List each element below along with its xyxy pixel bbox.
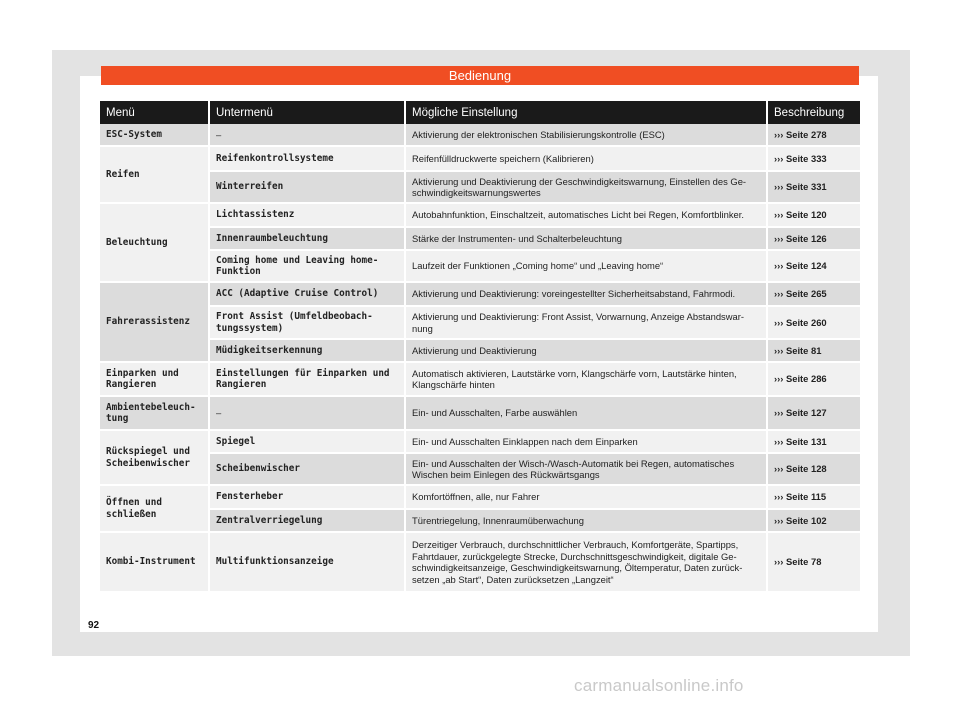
menu-cell: Einparken und Rangieren — [100, 363, 210, 397]
page-reference[interactable]: ››› Seite 128 — [768, 454, 860, 486]
submenu-cell: ACC (Adaptive Cruise Control) — [210, 283, 406, 307]
submenu-cell: Müdigkeitserkennung — [210, 340, 406, 363]
page-reference[interactable]: ››› Seite 78 — [768, 533, 860, 593]
table-row — [100, 251, 860, 283]
table-row — [100, 172, 860, 204]
page-reference[interactable]: ››› Seite 265 — [768, 283, 860, 307]
table-row — [100, 124, 860, 147]
page-reference[interactable]: ››› Seite 278 — [768, 124, 860, 147]
page-reference[interactable]: ››› Seite 331 — [768, 172, 860, 204]
submenu-cell: Einstellungen für Einparken und Rangieren — [210, 363, 406, 397]
settings-table — [100, 101, 860, 593]
table-row — [100, 510, 860, 533]
table-row — [100, 228, 860, 251]
setting-cell: Ein- und Ausschalten, Farbe auswählen — [406, 397, 768, 431]
setting-cell: Stärke der Instrumenten- und Schalterbeleuchtung — [406, 228, 768, 251]
setting-cell: Ein- und Ausschalten Einklappen nach dem Einparken — [406, 431, 768, 454]
submenu-cell: Zentralverriegelung — [210, 510, 406, 533]
table-row — [100, 307, 860, 340]
page-reference[interactable]: ››› Seite 115 — [768, 486, 860, 510]
setting-cell: Aktivierung der elektronischen Stabilisierungskontrolle (ESC) — [406, 124, 768, 147]
submenu-cell: Spiegel — [210, 431, 406, 454]
setting-cell: Automatisch aktivieren, Lautstärke vorn, Klangschärfe vorn, Lautstärke hinten, Klangschärfe hinten — [406, 363, 768, 397]
menu-cell: Beleuchtung — [100, 204, 210, 283]
submenu-cell: – — [210, 397, 406, 431]
submenu-cell: Lichtassistenz — [210, 204, 406, 228]
table-row — [100, 147, 860, 172]
menu-cell: Kombi-Instrument — [100, 533, 210, 593]
page-reference[interactable]: ››› Seite 81 — [768, 340, 860, 363]
submenu-cell: Fensterheber — [210, 486, 406, 510]
setting-cell: Laufzeit der Funktionen „Coming home“ und „Leaving home“ — [406, 251, 768, 283]
table-row — [100, 340, 860, 363]
setting-cell: Aktivierung und Deaktivierung: Front Assist, Vorwarnung, Anzeige Abstandswar-nung — [406, 307, 768, 340]
menu-cell: Rückspiegel und Scheibenwischer — [100, 431, 210, 486]
menu-cell: ESC-System — [100, 124, 210, 147]
header-menu: Menü — [100, 101, 210, 124]
table-row — [100, 397, 860, 431]
header-submenu: Untermenü — [210, 101, 406, 124]
page-reference[interactable]: ››› Seite 333 — [768, 147, 860, 172]
section-title: Bedienung — [101, 66, 859, 85]
setting-cell: Reifenfülldruckwerte speichern (Kalibrieren) — [406, 147, 768, 172]
page-reference[interactable]: ››› Seite 286 — [768, 363, 860, 397]
page-reference[interactable]: ››› Seite 127 — [768, 397, 860, 431]
table-row — [100, 431, 860, 454]
table-row — [100, 204, 860, 228]
submenu-cell: Multifunktionsanzeige — [210, 533, 406, 593]
page-reference[interactable]: ››› Seite 120 — [768, 204, 860, 228]
page-reference[interactable]: ››› Seite 260 — [768, 307, 860, 340]
table-row — [100, 283, 860, 307]
menu-cell: Ambientebeleuch-tung — [100, 397, 210, 431]
setting-cell: Derzeitiger Verbrauch, durchschnittlicher Verbrauch, Komfortgeräte, Spartipps, Fahrtdauer, zurückgelegte Strecke, Durchschnittsgeschwindigkeit, digitale Ge-schwindigkeitsanzeige, Geschwindigkeitswarnung, Öltemperatur, Daten zurück-setzen „ab Start“, Daten zurücksetzen „Langzeit“ — [406, 533, 768, 593]
table-row — [100, 533, 860, 593]
menu-cell: Fahrerassistenz — [100, 283, 210, 363]
submenu-cell: Front Assist (Umfeldbeobach-tungssystem) — [210, 307, 406, 340]
page-reference[interactable]: ››› Seite 131 — [768, 431, 860, 454]
setting-cell: Komfortöffnen, alle, nur Fahrer — [406, 486, 768, 510]
submenu-cell: Scheibenwischer — [210, 454, 406, 486]
table-row — [100, 454, 860, 486]
page-reference[interactable]: ››› Seite 124 — [768, 251, 860, 283]
submenu-cell: Coming home und Leaving home-Funktion — [210, 251, 406, 283]
setting-cell: Aktivierung und Deaktivierung — [406, 340, 768, 363]
watermark: carmanualsonline.info — [574, 676, 744, 695]
menu-cell: Öffnen und schließen — [100, 486, 210, 533]
setting-cell: Türentriegelung, Innenraumüberwachung — [406, 510, 768, 533]
submenu-cell: Winterreifen — [210, 172, 406, 204]
table-header-row — [100, 101, 860, 124]
submenu-cell: – — [210, 124, 406, 147]
page-reference[interactable]: ››› Seite 126 — [768, 228, 860, 251]
header-description: Beschreibung — [768, 101, 860, 124]
submenu-cell: Reifenkontrollsysteme — [210, 147, 406, 172]
setting-cell: Autobahnfunktion, Einschaltzeit, automatisches Licht bei Regen, Komfortblinker. — [406, 204, 768, 228]
menu-cell: Reifen — [100, 147, 210, 204]
submenu-cell: Innenraumbeleuchtung — [210, 228, 406, 251]
setting-cell: Aktivierung und Deaktivierung: voreingestellter Sicherheitsabstand, Fahrmodi. — [406, 283, 768, 307]
page-reference[interactable]: ››› Seite 102 — [768, 510, 860, 533]
page-number: 92 — [88, 620, 100, 631]
header-setting: Mögliche Einstellung — [406, 101, 768, 124]
table-row — [100, 363, 860, 397]
setting-cell: Aktivierung und Deaktivierung der Geschwindigkeitswarnung, Einstellen des Ge-schwindigkeitswarnungswertes — [406, 172, 768, 204]
table-row — [100, 486, 860, 510]
setting-cell: Ein- und Ausschalten der Wisch-/Wasch-Automatik bei Regen, automatisches Wischen beim Einlegen des Rückwärtsgangs — [406, 454, 768, 486]
